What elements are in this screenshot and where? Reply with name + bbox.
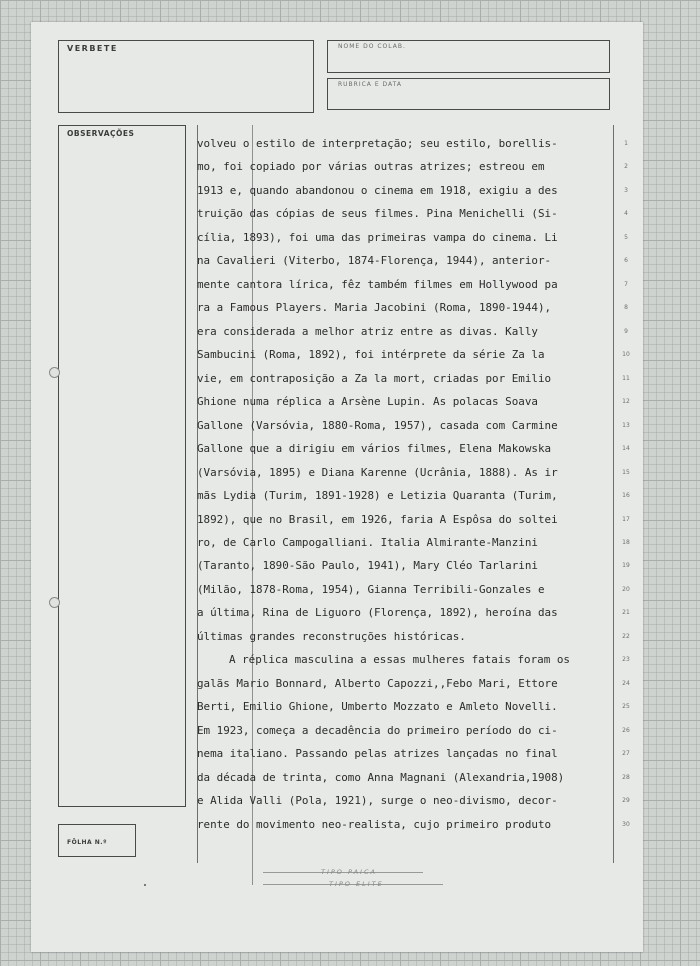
punch-hole-top bbox=[49, 367, 60, 378]
text-line-content: ro, de Carlo Campogalliani. Italia Almirante-Manzini bbox=[197, 535, 538, 549]
text-line bbox=[197, 202, 623, 225]
text-line bbox=[197, 719, 623, 742]
line-number: 23 bbox=[622, 656, 630, 664]
text-line-content: Gallone (Varsóvia, 1880-Roma, 1957), casada com Carmine bbox=[197, 418, 558, 432]
text-line bbox=[197, 273, 623, 296]
line-number: 29 bbox=[622, 797, 630, 805]
text-line-content: últimas grandes reconstruções históricas. bbox=[197, 629, 466, 643]
line-number: 5 bbox=[624, 233, 628, 241]
text-line-content: a última, Rina de Liguoro (Florença, 1892), heroína das bbox=[197, 606, 558, 620]
text-line bbox=[197, 789, 623, 812]
text-line-content: vie, em contraposição a Za la mort, criadas por Emilio bbox=[197, 371, 552, 385]
text-line bbox=[197, 320, 623, 343]
line-number: 22 bbox=[622, 632, 630, 640]
line-number: 13 bbox=[622, 421, 630, 429]
line-number: 6 bbox=[624, 257, 628, 265]
text-line-content: Berti, Emilio Ghione, Umberto Mozzato e Amleto Novelli. bbox=[197, 700, 558, 714]
line-number: 11 bbox=[622, 374, 630, 382]
text-line-content: mãs Lydia (Turim, 1891-1928) e Letizia Quaranta (Turim, bbox=[197, 489, 558, 503]
text-line-content: da década de trinta, como Anna Magnani (Alexandria,1908) bbox=[197, 770, 565, 784]
text-line-content: rente do movimento neo-realista, cujo primeiro produto bbox=[197, 817, 552, 831]
line-number: 7 bbox=[624, 280, 628, 288]
line-number: 15 bbox=[622, 468, 630, 476]
text-line bbox=[197, 484, 623, 507]
text-line-content: era considerada a melhor atriz entre as divas. Kally bbox=[197, 324, 538, 338]
text-line-content: 1913 e, quando abandonou o cinema em 1918, exigiu a des bbox=[197, 183, 558, 197]
line-number: 19 bbox=[622, 562, 630, 570]
rubrica-label: RUBRICA E DATA bbox=[338, 81, 402, 88]
line-number: 20 bbox=[622, 585, 630, 593]
text-line-content: e Alida Valli (Pola, 1921), surge o neo-divismo, decor- bbox=[197, 794, 558, 808]
text-line-content: Gallone que a dirigiu em vários filmes, Elena Makowska bbox=[197, 442, 552, 456]
text-line bbox=[197, 695, 623, 718]
nome-colab-box bbox=[327, 40, 610, 73]
text-line-content: 1892), que no Brasil, em 1926, faria A Espôsa do soltei bbox=[197, 512, 558, 526]
text-line bbox=[197, 601, 623, 624]
line-number: 4 bbox=[624, 210, 628, 218]
text-line bbox=[197, 249, 623, 272]
verbete-label: VERBETE bbox=[67, 44, 118, 53]
text-line bbox=[197, 179, 623, 202]
text-line bbox=[197, 672, 623, 695]
line-number: 27 bbox=[622, 750, 630, 758]
typed-text-body bbox=[197, 132, 623, 836]
text-line bbox=[197, 531, 623, 554]
footer-dot bbox=[144, 884, 146, 886]
line-number: 18 bbox=[622, 538, 630, 546]
text-line-content: Ghione numa réplica a Arsène Lupin. As polacas Soava bbox=[197, 395, 538, 409]
text-line-content: Em 1923, começa a decadência do primeiro período do ci- bbox=[197, 723, 558, 737]
text-line-content: na Cavalieri (Viterbo, 1874-Florença, 1944), anterior- bbox=[197, 254, 552, 268]
text-line-content: galãs Mario Bonnard, Alberto Capozzi,,Febo Mari, Ettore bbox=[197, 676, 558, 690]
line-number: 28 bbox=[622, 773, 630, 781]
text-line bbox=[197, 766, 623, 789]
line-number: 25 bbox=[622, 703, 630, 711]
line-number: 12 bbox=[622, 398, 630, 406]
text-line-content: nema italiano. Passando pelas atrizes lançadas no final bbox=[197, 747, 558, 761]
line-number: 10 bbox=[622, 351, 630, 359]
text-line bbox=[197, 226, 623, 249]
text-line bbox=[197, 648, 623, 671]
text-line bbox=[197, 461, 623, 484]
line-number-column bbox=[616, 132, 636, 836]
form-sheet bbox=[31, 22, 643, 952]
folha-label: FÔLHA N.º bbox=[67, 839, 107, 846]
text-line bbox=[197, 390, 623, 413]
text-line bbox=[197, 296, 623, 319]
line-number: 9 bbox=[624, 327, 628, 335]
text-line-content: truição das cópias de seus filmes. Pina Menichelli (Si- bbox=[197, 207, 558, 221]
text-line-content: Sambucini (Roma, 1892), foi intérprete da série Za la bbox=[197, 348, 545, 362]
text-line-content: (Milão, 1878-Roma, 1954), Gianna Terribili-Gonzales e bbox=[197, 582, 545, 596]
text-line-content: (Taranto, 1890-São Paulo, 1941), Mary Cléo Tarlarini bbox=[197, 559, 538, 573]
line-number: 3 bbox=[624, 186, 628, 194]
text-line-content: (Varsóvia, 1895) e Diana Karenne (Ucrânia, 1888). As ir bbox=[197, 465, 558, 479]
folha-box bbox=[58, 824, 136, 857]
line-number: 1 bbox=[624, 140, 628, 147]
text-line bbox=[197, 155, 623, 178]
text-line-content: cília, 1893), foi uma das primeiras vampa do cinema. Li bbox=[197, 230, 558, 244]
text-line-content: volveu o estilo de interpretação; seu estilo, borellis- bbox=[197, 137, 558, 150]
tipo-paica-label: TIPO PAICA bbox=[321, 868, 377, 876]
text-line bbox=[197, 625, 623, 648]
text-line bbox=[197, 813, 623, 836]
text-line-content: mente cantora lírica, fêz também filmes em Hollywood pa bbox=[197, 277, 558, 291]
text-line bbox=[197, 414, 623, 437]
line-number: 8 bbox=[624, 304, 628, 312]
observacoes-box bbox=[58, 125, 186, 807]
text-line bbox=[197, 132, 623, 155]
verbete-box bbox=[58, 40, 314, 113]
nome-colab-label: NOME DO COLAB. bbox=[338, 43, 406, 50]
text-line bbox=[197, 742, 623, 765]
text-line bbox=[197, 343, 623, 366]
line-number: 21 bbox=[622, 609, 630, 617]
line-number: 17 bbox=[622, 515, 630, 523]
text-line bbox=[197, 367, 623, 390]
tipo-elite-label: TIPO ELITE bbox=[329, 880, 384, 888]
line-number: 26 bbox=[622, 726, 630, 734]
text-line bbox=[197, 578, 623, 601]
rubrica-box bbox=[327, 78, 610, 110]
text-line-content: ra a Famous Players. Maria Jacobini (Roma, 1890-1944), bbox=[197, 301, 552, 315]
text-line bbox=[197, 554, 623, 577]
punch-hole-bottom bbox=[49, 597, 60, 608]
line-number: 14 bbox=[622, 445, 630, 453]
text-line-content: A réplica masculina a essas mulheres fatais foram os bbox=[229, 653, 570, 667]
text-line bbox=[197, 437, 623, 460]
line-number: 16 bbox=[622, 492, 630, 500]
line-number: 30 bbox=[622, 820, 630, 828]
text-line-content: mo, foi copiado por várias outras atrizes; estreou em bbox=[197, 160, 545, 174]
text-line bbox=[197, 508, 623, 531]
line-number: 2 bbox=[624, 163, 628, 171]
observacoes-label: OBSERVAÇÕES bbox=[67, 129, 135, 138]
line-number: 24 bbox=[622, 679, 630, 687]
